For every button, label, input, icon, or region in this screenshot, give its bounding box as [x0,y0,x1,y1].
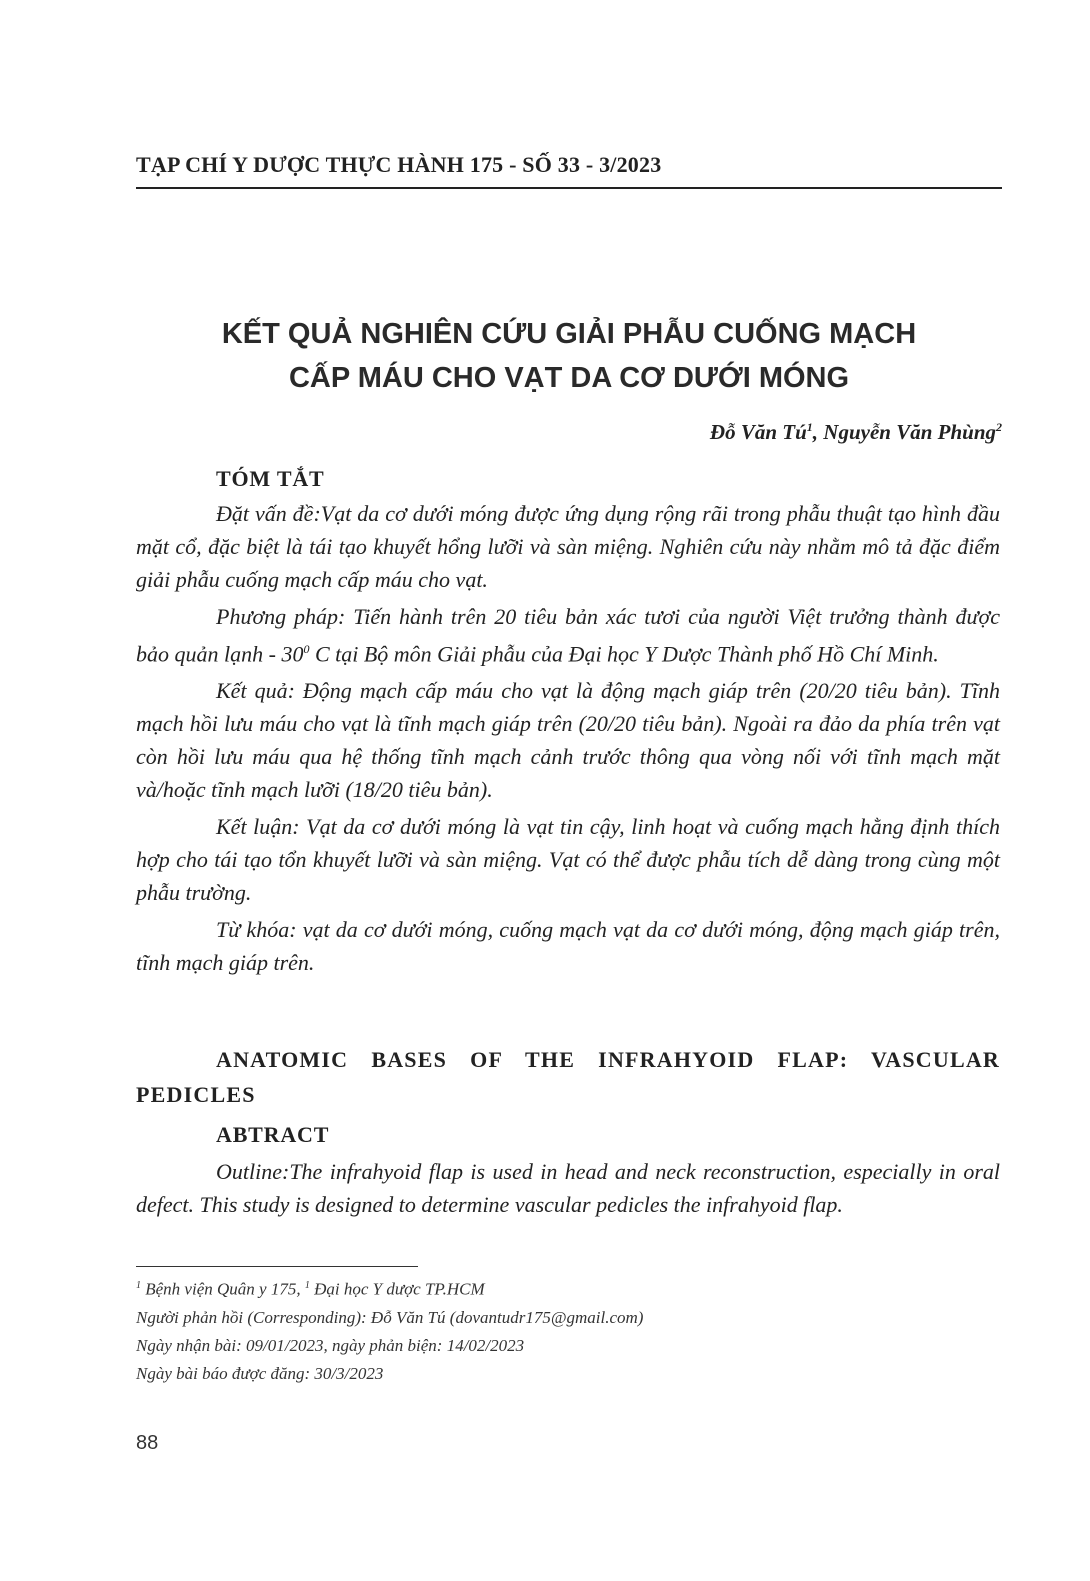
author-separator: , [812,420,824,444]
abstract-vi-heading: TÓM TẮT [216,466,325,491]
abstract-vi-keywords: Từ khóa: vạt da cơ dưới móng, cuống mạch vạt da cơ dưới móng, động mạch giáp trên, tĩnh mạch giáp trên. [136,917,1000,976]
author-2-affiliation-mark: 2 [996,420,1002,434]
affiliation-1: Bệnh viện Quân y 175, [141,1279,305,1299]
affiliation-2: Đại học Y dược TP.HCM [309,1279,485,1299]
affiliation-mark-1: 1 [136,1280,141,1291]
footnote-affiliations [136,1272,1000,1304]
author-2-name: Nguyễn Văn Phùng [823,420,996,444]
title-line-1: KẾT QUẢ NGHIÊN CỨU GIẢI PHẪU CUỐNG MẠCH [221,318,917,350]
abstract-vi-results: Kết quả: Động mạch cấp máu cho vạt là động mạch giáp trên (20/20 tiêu bản). Tĩnh mạch hồi lưu máu cho vạt là tĩnh mạch giáp trên (20/20 tiêu bản). Ngoài ra đảo da phía trên vạt còn hồi lưu máu qua hệ thống tĩnh mạch cảnh trước thông qua vòng nối với tĩnh mạch mặt và/hoặc tĩnh mạch lưỡi (18/20 tiêu bản). [136,678,1000,803]
footnote-corresponding: Người phản hồi (Corresponding): Đỗ Văn Tú (dovantudr175@gmail.com) [136,1307,644,1327]
methods-text-end: C tại Bộ môn Giải phẫu của Đại học Y Dược Thành phố Hồ Chí Minh. [309,641,939,667]
degree-superscript: 0 [303,642,310,656]
author-1-name: Đỗ Văn Tú [709,420,807,444]
journal-running-header: TẠP CHÍ Y DƯỢC THỰC HÀNH 175 - SỐ 33 - 3/2023 [136,152,662,177]
abstract-vi-conclusion: Kết luận: Vạt da cơ dưới móng là vạt tin cậy, linh hoạt và cuống mạch hằng định thích hợp cho tái tạo tổn khuyết lưỡi và sàn miệng. Vạt có thể được phẫu tích dễ dàng trong cùng một phẫu trường. [136,814,1000,906]
title-line-2: CẤP MÁU CHO VẠT DA CƠ DƯỚI MÓNG [288,362,850,394]
header-divider [136,187,1002,189]
article-title [136,312,1002,400]
abstract-en-outline: Outline:The infrahyoid flap is used in head and neck reconstruction, especially in oral defect. This study is designed to determine vascular pedicles the infrahyoid flap. [136,1159,1000,1217]
methods-text-start: Phương pháp: Tiến hành trên 20 tiêu bản xác tươi của người Việt trưởng thành được bảo quản lạnh - 30 [136,604,1000,667]
abstract-vi-methods [136,600,1000,670]
abstract-en-heading: ABTRACT [216,1122,330,1147]
affiliation-mark-2: 1 [304,1280,310,1291]
footnote-divider [136,1266,418,1267]
page-number: 88 [136,1432,159,1454]
abstract-english [136,1118,1000,1221]
abstract-vi-background: Đặt vấn đề:Vạt da cơ dưới móng được ứng dụng rộng rãi trong phẫu thuật tạo hình đầu mặt cổ, đặc biệt là tái tạo khuyết hổng lưỡi và sàn miệng. Nghiên cứu này nhằm mô tả đặc điểm giải phẫu cuống mạch cấp máu cho vạt. [136,501,1000,592]
footnotes [136,1272,1000,1388]
abstract-vietnamese [136,462,1000,979]
english-article-title: ANATOMIC BASES OF THE INFRAHYOID FLAP: VASCULAR PEDICLES [136,1047,1000,1107]
footnote-published: Ngày bài báo được đăng: 30/3/2023 [136,1363,384,1383]
footnote-dates: Ngày nhận bài: 09/01/2023, ngày phản biện: 14/02/2023 [136,1335,525,1355]
author-list [710,420,1002,445]
author-1-affiliation-mark: 1 [806,420,813,434]
